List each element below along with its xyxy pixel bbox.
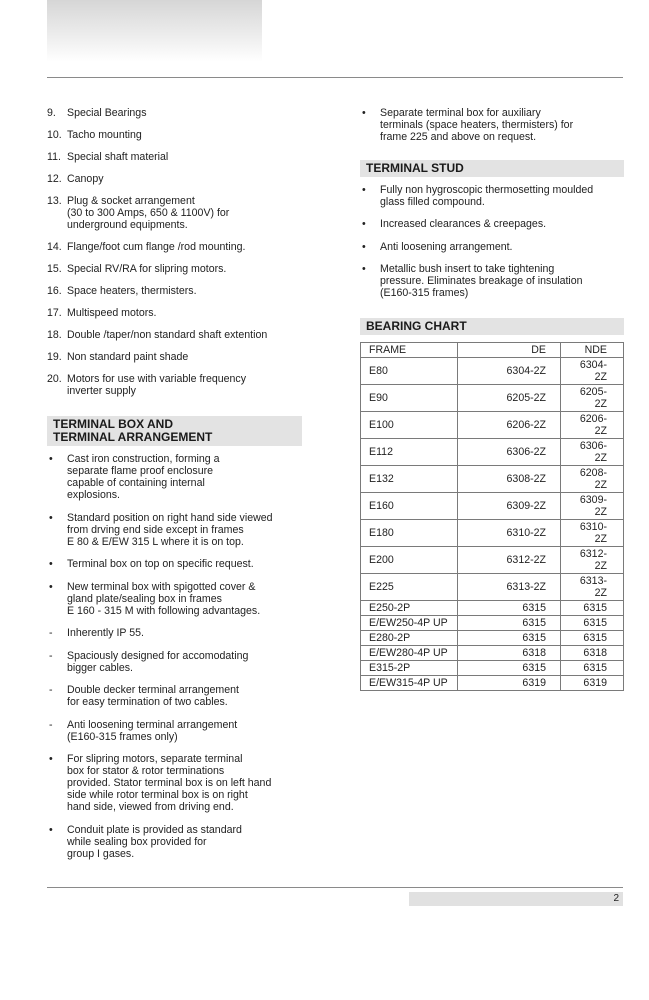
de-cell: 6313-2Z — [458, 573, 561, 600]
list-item — [47, 581, 302, 617]
list-item-text: Standard position on right hand side viewed from drving end side except in frames E 80 & E/EW 315 L where it is on top. — [67, 511, 273, 548]
nde-cell: 6313-2Z — [561, 573, 624, 600]
frame-cell: E/EW315-4P UP — [361, 675, 458, 690]
table-row — [361, 546, 624, 573]
list-item-text: Multispeed motors. — [67, 307, 157, 319]
de-cell: 6315 — [458, 600, 561, 615]
table-row — [361, 357, 624, 384]
frame-cell: E180 — [361, 519, 458, 546]
list-item-text: Metallic bush insert to take tightening pressure. Eliminates breakage of insulation (E160-315 frames) — [380, 263, 583, 299]
list-item-text: Double /taper/non standard shaft extention — [67, 329, 268, 341]
frame-cell: E250-2P — [361, 600, 458, 615]
bullet-mark: • — [49, 511, 53, 524]
dash-mark: - — [49, 627, 53, 639]
list-item-text: Motors for use with variable frequency inverter supply — [67, 373, 246, 397]
frame-cell: E160 — [361, 492, 458, 519]
list-item-text: Spaciously designed for accomodating bigger cables. — [67, 649, 249, 674]
dash-mark: - — [49, 684, 53, 696]
de-cell: 6315 — [458, 615, 561, 630]
nde-cell: 6304-2Z — [561, 357, 624, 384]
list-item-text: Special RV/RA for slipring motors. — [67, 263, 227, 275]
list-item-text: Separate terminal box for auxiliary terminals (space heaters, thermisters) for frame 225 and above on request. — [380, 107, 574, 143]
item-number: 9. — [47, 107, 56, 119]
de-cell: 6319 — [458, 675, 561, 690]
list-item — [47, 151, 302, 163]
table-row — [361, 600, 624, 615]
table-row — [361, 645, 624, 660]
item-number: 17. — [47, 307, 62, 319]
bullet-mark: • — [49, 753, 53, 765]
list-item — [47, 329, 302, 341]
nde-cell: 6312-2Z — [561, 546, 624, 573]
table-row — [361, 384, 624, 411]
list-item — [47, 753, 302, 813]
table-row — [361, 465, 624, 492]
list-item — [360, 241, 624, 253]
item-number: 20. — [47, 373, 62, 385]
terminal-box-heading: TERMINAL BOX AND TERMINAL ARRANGEMENT — [47, 416, 302, 446]
list-item — [47, 195, 302, 231]
list-item-text: Plug & socket arrangement (30 to 300 Amps, 650 & 1100V) for underground equipments. — [67, 195, 230, 231]
bottom-divider — [47, 887, 623, 888]
frame-cell: E225 — [361, 573, 458, 600]
bullet-mark: • — [362, 263, 366, 275]
nde-cell: 6315 — [561, 630, 624, 645]
list-item-text: New terminal box with spigotted cover & gland plate/sealing box in frames E 160 - 315 M with following advantages. — [67, 580, 261, 617]
list-item-text: Flange/foot cum flange /rod mounting. — [67, 241, 246, 253]
list-item — [47, 627, 302, 639]
list-item — [47, 719, 302, 743]
de-cell: 6315 — [458, 660, 561, 675]
bullet-mark: • — [49, 453, 53, 465]
list-item-text: Special Bearings — [67, 107, 147, 119]
item-number: 13. — [47, 195, 62, 207]
de-cell: 6318 — [458, 645, 561, 660]
list-item-text: Special shaft material — [67, 151, 169, 163]
table-row — [361, 630, 624, 645]
table-row — [361, 573, 624, 600]
item-number: 16. — [47, 285, 62, 297]
item-number: 18. — [47, 329, 62, 341]
page-number: 2 — [613, 893, 619, 904]
nde-cell: 6310-2Z — [561, 519, 624, 546]
list-item — [360, 263, 624, 299]
frame-cell: E100 — [361, 411, 458, 438]
list-item — [47, 453, 302, 501]
list-item — [360, 184, 624, 208]
list-item-text: Space heaters, thermisters. — [67, 285, 197, 297]
table-row — [361, 519, 624, 546]
list-item — [360, 218, 624, 230]
list-item-text: Cast iron construction, forming a separate flame proof enclosure capable of containing internal explosions. — [67, 453, 220, 501]
list-item — [47, 650, 302, 674]
de-cell: 6308-2Z — [458, 465, 561, 492]
list-item — [47, 373, 302, 397]
list-item — [47, 351, 302, 363]
frame-cell: E132 — [361, 465, 458, 492]
list-item-text: Terminal box on top on specific request. — [67, 558, 254, 570]
terminal-box-list — [47, 453, 302, 860]
frame-cell: E315-2P — [361, 660, 458, 675]
bullet-mark: • — [49, 558, 53, 570]
list-item — [47, 512, 302, 548]
nde-cell: 6309-2Z — [561, 492, 624, 519]
item-number: 14. — [47, 241, 62, 253]
right-column — [360, 107, 624, 691]
bullet-mark: • — [49, 823, 53, 836]
dash-mark: - — [49, 718, 53, 731]
de-cell: 6315 — [458, 630, 561, 645]
de-cell: 6304-2Z — [458, 357, 561, 384]
bullet-mark: • — [362, 183, 366, 196]
column-header-de: DE — [458, 342, 561, 357]
item-number: 12. — [47, 173, 62, 185]
item-number: 15. — [47, 263, 62, 275]
frame-cell: E280-2P — [361, 630, 458, 645]
list-item — [47, 684, 302, 708]
bullet-mark: • — [362, 240, 366, 253]
frame-cell: E90 — [361, 384, 458, 411]
list-item-text: Conduit plate is provided as standard while sealing box provided for group I gases. — [67, 823, 242, 860]
list-item-text: Anti loosening arrangement. — [380, 240, 513, 253]
nde-cell: 6306-2Z — [561, 438, 624, 465]
table-row — [361, 411, 624, 438]
list-item — [360, 107, 624, 143]
table-row — [361, 675, 624, 690]
de-cell: 6206-2Z — [458, 411, 561, 438]
item-number: 19. — [47, 351, 62, 363]
de-cell: 6205-2Z — [458, 384, 561, 411]
header-gradient-block — [47, 0, 262, 62]
list-item — [47, 307, 302, 319]
terminal-stud-heading: TERMINAL STUD — [360, 160, 624, 177]
column-header-nde: NDE — [561, 342, 624, 357]
list-item-text: Inherently IP 55. — [67, 627, 144, 639]
nde-cell: 6315 — [561, 600, 624, 615]
list-item — [47, 558, 302, 570]
dash-mark: - — [49, 649, 53, 662]
list-item — [47, 107, 302, 119]
top-divider — [47, 77, 623, 78]
list-item — [47, 173, 302, 185]
column-header-frame: FRAME — [361, 342, 458, 357]
item-number: 11. — [47, 151, 61, 163]
nde-cell: 6318 — [561, 645, 624, 660]
table-row — [361, 438, 624, 465]
item-number: 10. — [47, 129, 62, 141]
frame-cell: E200 — [361, 546, 458, 573]
list-item — [47, 285, 302, 297]
table-row — [361, 492, 624, 519]
list-item — [47, 129, 302, 141]
de-cell: 6306-2Z — [458, 438, 561, 465]
list-item-text: Tacho mounting — [67, 129, 142, 141]
special-features-list — [47, 107, 302, 397]
table-row — [361, 615, 624, 630]
bullet-mark: • — [362, 218, 366, 230]
nde-cell: 6205-2Z — [561, 384, 624, 411]
list-item-text: Increased clearances & creepages. — [380, 218, 547, 230]
list-item — [47, 241, 302, 253]
table-row — [361, 660, 624, 675]
nde-cell: 6319 — [561, 675, 624, 690]
bearing-chart-heading: BEARING CHART — [360, 318, 624, 335]
list-item-text: Canopy — [67, 173, 104, 185]
frame-cell: E80 — [361, 357, 458, 384]
bullet-mark: • — [362, 107, 366, 119]
nde-cell: 6315 — [561, 660, 624, 675]
bearing-chart-table — [360, 342, 624, 691]
list-item — [47, 824, 302, 860]
nde-cell: 6206-2Z — [561, 411, 624, 438]
list-item — [47, 263, 302, 275]
list-item-text: For slipring motors, separate terminal box for stator & rotor terminations provided. Stator terminal box is on left hand side while rotor terminal box is on right hand side, viewed from driving end. — [67, 753, 272, 813]
nde-cell: 6208-2Z — [561, 465, 624, 492]
frame-cell: E112 — [361, 438, 458, 465]
de-cell: 6312-2Z — [458, 546, 561, 573]
list-item-text: Non standard paint shade — [67, 351, 189, 363]
frame-cell: E/EW250-4P UP — [361, 615, 458, 630]
nde-cell: 6315 — [561, 615, 624, 630]
table-header-row — [361, 342, 624, 357]
list-item-text: Fully non hygroscopic thermosetting moulded glass filled compound. — [380, 183, 594, 208]
list-item-text: Anti loosening terminal arrangement (E160-315 frames only) — [67, 718, 238, 743]
terminal-stud-list — [360, 184, 624, 300]
de-cell: 6310-2Z — [458, 519, 561, 546]
list-item-text: Double decker terminal arrangement for easy termination of two cables. — [67, 684, 239, 708]
de-cell: 6309-2Z — [458, 492, 561, 519]
aux-box-list — [360, 107, 624, 143]
frame-cell: E/EW280-4P UP — [361, 645, 458, 660]
bullet-mark: • — [49, 580, 53, 593]
left-column — [47, 107, 302, 870]
page-number-bar — [409, 892, 623, 906]
